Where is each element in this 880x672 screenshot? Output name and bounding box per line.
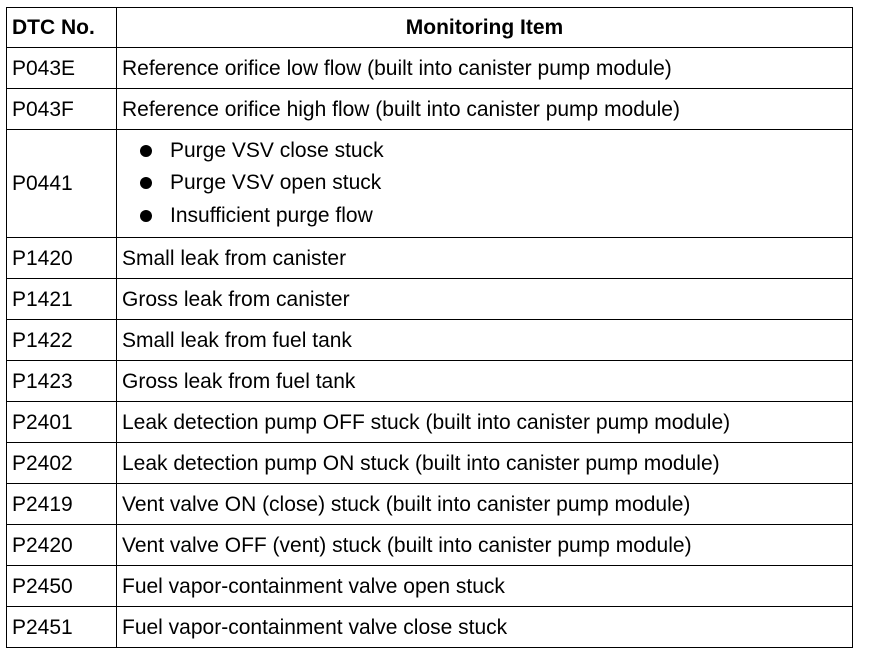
dtc-number-header: DTC No.	[7, 8, 117, 48]
table-row	[7, 484, 853, 525]
monitoring-item: Fuel vapor-containment valve open stuck	[117, 566, 853, 607]
bullet-item	[138, 135, 847, 168]
table-row	[7, 48, 853, 89]
bullet-text: Insufficient purge flow	[170, 203, 373, 227]
dtc-code: P2450	[7, 566, 117, 607]
table-row	[7, 566, 853, 607]
bullet-item	[138, 167, 847, 200]
table-row	[7, 279, 853, 320]
bullet-item	[138, 200, 847, 233]
monitoring-item: Reference orifice high flow (built into canister pump module)	[117, 89, 853, 130]
monitoring-item: Gross leak from fuel tank	[117, 361, 853, 402]
dtc-code: P1423	[7, 361, 117, 402]
dtc-code: P1421	[7, 279, 117, 320]
monitoring-item: Leak detection pump ON stuck (built into canister pump module)	[117, 443, 853, 484]
dtc-code: P0441	[7, 130, 117, 238]
dtc-code: P2420	[7, 525, 117, 566]
table-row	[7, 238, 853, 279]
table-row	[7, 130, 853, 238]
monitoring-item: Reference orifice low flow (built into canister pump module)	[117, 48, 853, 89]
bullet-icon	[140, 210, 152, 222]
table-row	[7, 402, 853, 443]
dtc-code: P2419	[7, 484, 117, 525]
table-row	[7, 607, 853, 648]
header-row	[7, 8, 853, 48]
table-row	[7, 361, 853, 402]
dtc-code: P2451	[7, 607, 117, 648]
dtc-code: P2401	[7, 402, 117, 443]
bullet-text: Purge VSV close stuck	[170, 138, 384, 162]
dtc-table	[6, 7, 853, 648]
bullet-list	[122, 135, 847, 233]
monitoring-item: Leak detection pump OFF stuck (built into canister pump module)	[117, 402, 853, 443]
table-row	[7, 525, 853, 566]
monitoring-item-header: Monitoring Item	[117, 8, 853, 48]
bullet-icon	[140, 145, 152, 157]
bullet-icon	[140, 177, 152, 189]
table-row	[7, 89, 853, 130]
dtc-code: P1422	[7, 320, 117, 361]
dtc-code: P043E	[7, 48, 117, 89]
dtc-code: P043F	[7, 89, 117, 130]
table-row	[7, 320, 853, 361]
dtc-code: P2402	[7, 443, 117, 484]
dtc-code: P1420	[7, 238, 117, 279]
monitoring-item-list-cell	[117, 130, 853, 238]
monitoring-item: Vent valve ON (close) stuck (built into canister pump module)	[117, 484, 853, 525]
monitoring-item: Vent valve OFF (vent) stuck (built into canister pump module)	[117, 525, 853, 566]
bullet-text: Purge VSV open stuck	[170, 171, 382, 195]
monitoring-item: Small leak from canister	[117, 238, 853, 279]
monitoring-item: Gross leak from canister	[117, 279, 853, 320]
monitoring-item: Small leak from fuel tank	[117, 320, 853, 361]
table-row	[7, 443, 853, 484]
monitoring-item: Fuel vapor-containment valve close stuck	[117, 607, 853, 648]
